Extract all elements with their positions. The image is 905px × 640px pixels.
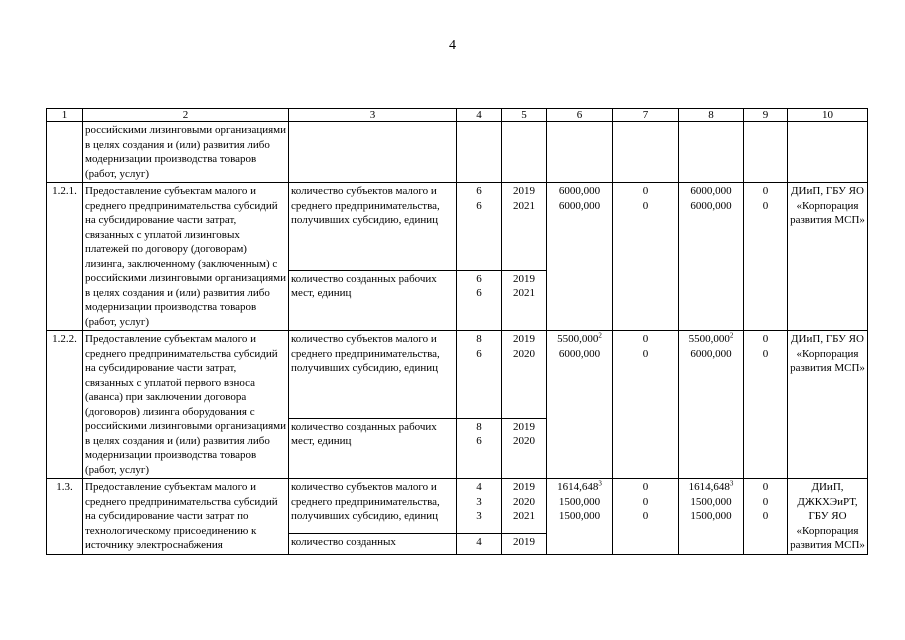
indicator-name: количество субъектов малого и среднего предпринимательства, получивших субсидию, единиц (289, 183, 457, 271)
table-row-1-2-1 (47, 183, 868, 271)
header-cell: 3 (289, 109, 457, 122)
executor: ДИиП, ГБУ ЯО «Корпорация развития МСП» (788, 331, 868, 479)
program-table (46, 108, 868, 555)
indicator-name: количество субъектов малого и среднего предпринимательства, получивших субсидию, единиц (289, 479, 457, 534)
indicator-value: 6 6 (457, 270, 502, 330)
row-number: 1.2.1. (47, 183, 83, 331)
indicator-value: 8 6 (457, 331, 502, 419)
header-cell: 8 (679, 109, 744, 122)
header-row (47, 109, 868, 122)
header-cell: 5 (502, 109, 547, 122)
page-number: 4 (449, 38, 456, 53)
funding-value: 5500,000 (557, 333, 599, 345)
header-cell: 9 (744, 109, 788, 122)
header-cell: 7 (613, 109, 679, 122)
executor: ДИиП, ГБУ ЯО «Корпорация развития МСП» (788, 183, 868, 331)
funding-value: 6000,000 (558, 347, 601, 360)
funding-local: 0 0 (744, 331, 788, 479)
indicator-year: 2019 2020 (502, 418, 547, 478)
indicator-value: 6 6 (457, 183, 502, 271)
indicator-year: 2019 2021 (502, 183, 547, 271)
funding-federal: 0 0 (613, 331, 679, 479)
indicator-value: 4 (457, 533, 502, 554)
table-row-continuation (47, 122, 868, 183)
table-row-1-2-2 (47, 331, 868, 419)
funding-local: 0 0 (744, 183, 788, 331)
event-name: Предоставление субъектам малого и среднего предпринимательства субсидий на субсидирование части затрат, связанных с уплатой лизинговых платежей по договору (договорам) лизинга, заключенному (заключенным) с российскими лизинговыми организациями в целях создания и (или) развития либо модернизации производства товаров (работ, услуг) (83, 183, 289, 331)
header-cell: 4 (457, 109, 502, 122)
indicator-year: 2019 2020 2021 (502, 479, 547, 534)
indicator-name: количество созданных рабочих мест, единиц (289, 270, 457, 330)
executor: ДИиП, ДЖКХЭиРТ, ГБУ ЯО «Корпорация развития МСП» (788, 479, 868, 555)
footnote-mark: 2 (729, 331, 734, 340)
indicator-value: 8 6 (457, 418, 502, 478)
funding-value: 1500,000 (690, 510, 732, 522)
funding-value: 6000,000 (690, 347, 732, 360)
row-number: 1.3. (47, 479, 83, 555)
indicator-year: 2019 2021 (502, 270, 547, 330)
header-cell: 2 (83, 109, 289, 122)
funding-value: 1500,000 (558, 495, 601, 508)
indicator-value: 4 3 3 (457, 479, 502, 534)
funding-federal: 0 0 0 (613, 479, 679, 555)
funding-regional (679, 331, 744, 479)
funding-regional: 6000,000 6000,000 (679, 183, 744, 331)
header-cell: 10 (788, 109, 868, 122)
indicator-name: количество созданных рабочих мест, единиц (289, 418, 457, 478)
funding-total (547, 479, 613, 555)
funding-value: 1500,000 (558, 510, 601, 522)
footnote-mark: 3 (729, 479, 734, 488)
header-cell: 6 (547, 109, 613, 122)
event-name: Предоставление субъектам малого и среднего предпринимательства субсидий на субсидирование части затрат, связанных с уплатой первого взноса (аванса) при заключении договора (договоров) лизинга оборудования с российскими лизинговыми организациями в целях создания и (или) развития либо модернизации производства товаров (работ, услуг) (83, 331, 289, 479)
indicator-name: количество созданных (289, 533, 457, 554)
funding-value: 1614,648 (557, 481, 599, 493)
funding-value: 5500,000 (688, 333, 730, 345)
funding-value: 1614,648 (688, 481, 730, 493)
funding-local: 0 0 0 (744, 479, 788, 555)
indicator-name: количество субъектов малого и среднего предпринимательства, получивших субсидию, единиц (289, 331, 457, 419)
indicator-year: 2019 2020 (502, 331, 547, 419)
funding-value: 1500,000 (690, 495, 732, 508)
footnote-mark: 2 (598, 331, 602, 340)
row-number: 1.2.2. (47, 331, 83, 479)
header-cell: 1 (47, 109, 83, 122)
table-row-1-3 (47, 479, 868, 534)
footnote-mark: 3 (598, 479, 602, 488)
event-name: Предоставление субъектам малого и среднего предпринимательства субсидий на субсидирование части затрат по технологическому присоединению к источнику электроснабжения (83, 479, 289, 555)
funding-regional (679, 479, 744, 555)
funding-total (547, 331, 613, 479)
funding-total: 6000,000 6000,000 (547, 183, 613, 331)
funding-federal: 0 0 (613, 183, 679, 331)
event-name: российскими лизинговыми организациями в целях создания и (или) развития либо модернизации производства товаров (работ, услуг) (83, 122, 289, 183)
indicator-year: 2019 (502, 533, 547, 554)
